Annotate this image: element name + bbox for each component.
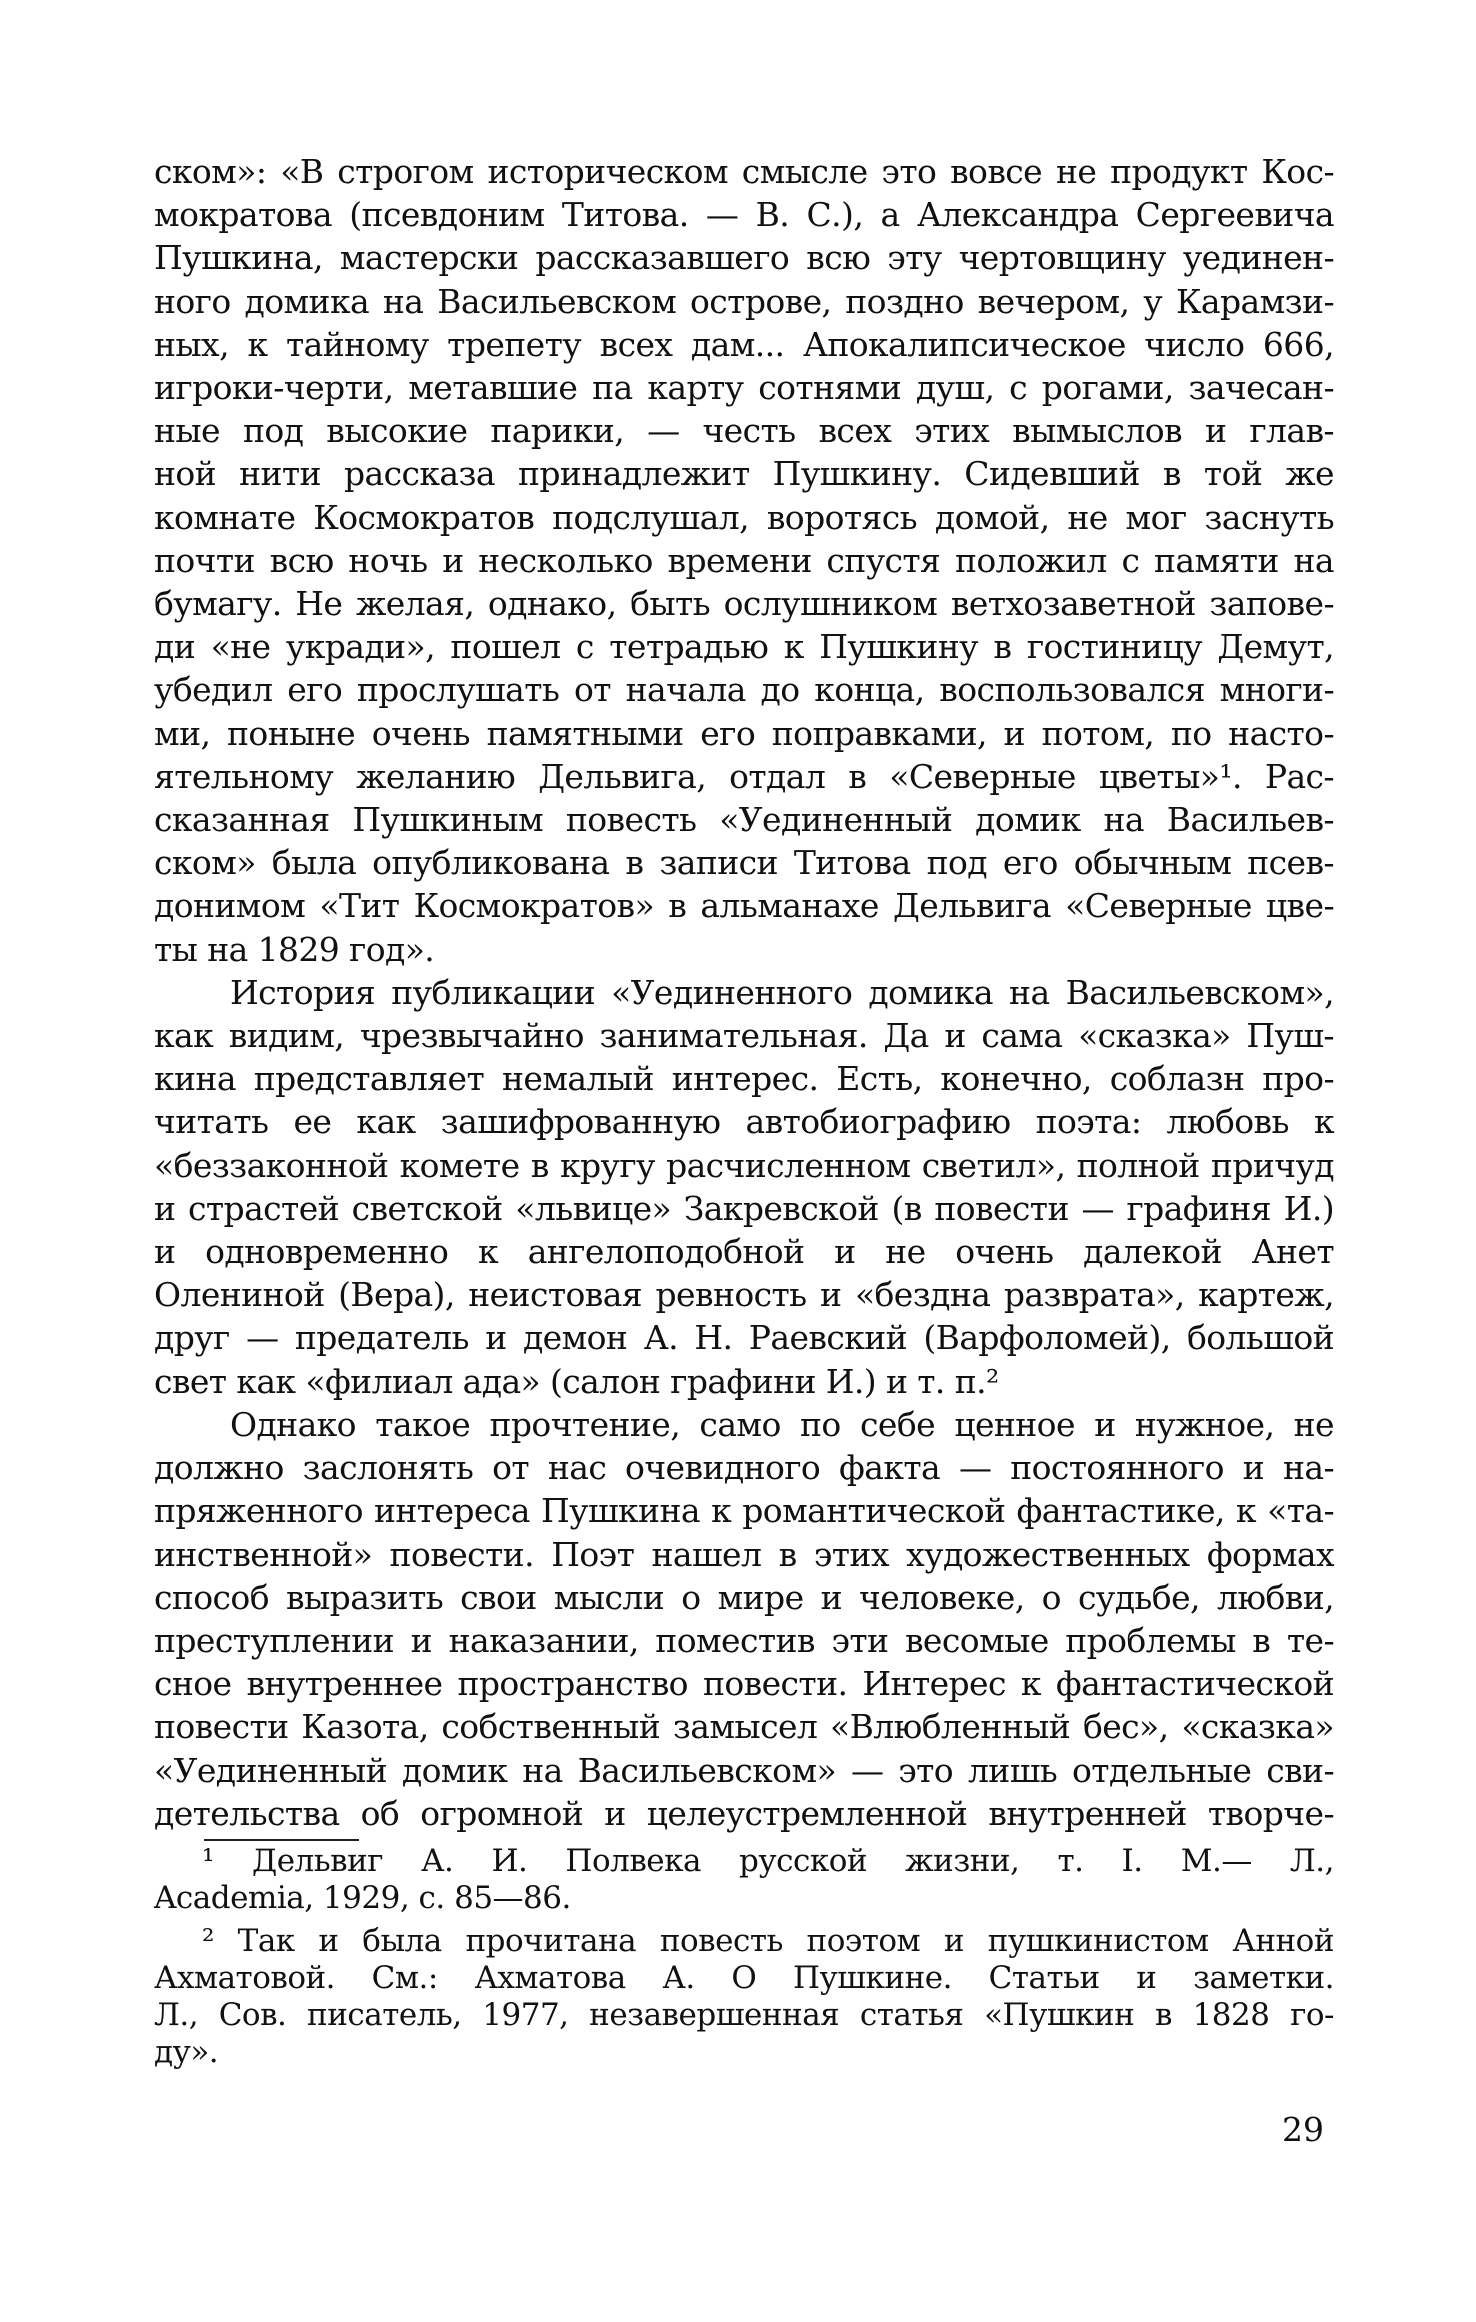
paragraph-3: [154, 1403, 1334, 1835]
footnote-divider: [204, 1839, 359, 1841]
page-content: [154, 150, 1334, 2071]
text-line: ми, поныне очень памятными его поправками, и потом, по насто-: [154, 713, 1334, 753]
footnote-1: [154, 1843, 1334, 1917]
text-line: ты на 1829 год».: [154, 929, 435, 969]
text-line: игроки-черти, метавшие па карту сотнями душ, с рогами, зачесан-: [154, 368, 1334, 408]
text-line: повести Казота, собственный замысел «Влюбленный бес», «сказка»: [154, 1707, 1334, 1747]
text-line: Пушкина, мастерски рассказавшего всю эту чертовщину уединен-: [154, 238, 1334, 278]
text-line: и одновременно к ангелоподобной и не очень далекой Анет: [154, 1232, 1334, 1272]
text-line: «беззаконной комете в кругу расчисленном светил», полной причуд: [154, 1145, 1334, 1185]
text-line: свет как «филиал ада» (салон графини И.) и т. п.²: [154, 1361, 999, 1401]
text-line: ных, к тайному трепету всех дам... Апокалипсическое число 666,: [154, 324, 1334, 364]
text-line: способ выразить свои мысли о мире и человеке, о судьбе, любви,: [154, 1577, 1334, 1617]
text-line: почти всю ночь и несколько времени спустя положил с памяти на: [154, 540, 1334, 580]
text-line: сказанная Пушкиным повесть «Уединенный домик на Васильев-: [154, 800, 1334, 840]
text-line: комнате Космократов подслушал, воротясь домой, не мог заснуть: [154, 497, 1334, 537]
text-line: убедил его прослушать от начала до конца, воспользовался многи-: [154, 670, 1334, 710]
text-line: ные под высокие парики, — честь всех этих вымыслов и глав-: [154, 411, 1334, 451]
footnotes: [154, 1843, 1334, 2071]
text-line: должно заслонять от нас очевидного факта — постоянного и на-: [154, 1448, 1334, 1488]
text-line: донимом «Тит Космократов» в альманахе Дельвига «Северные цве-: [154, 886, 1334, 926]
footnote-line: ду».: [154, 2033, 219, 2070]
footnote-line: Academia, 1929, с. 85—86.: [154, 1879, 571, 1916]
text-line: Олениной (Вера), неистовая ревность и «бездна разврата», картеж,: [154, 1275, 1334, 1315]
text-line: преступлении и наказании, поместив эти весомые проблемы в те-: [154, 1620, 1334, 1660]
text-line: ного домика на Васильевском острове, поздно вечером, у Карамзи-: [154, 281, 1334, 321]
text-line: мократова (псевдоним Титова. — В. С.), а Александра Сергеевича: [154, 195, 1334, 235]
body-text: [154, 150, 1334, 1835]
text-line: ском» была опубликована в записи Титова под его обычным псев-: [154, 843, 1334, 883]
text-line: и страстей светской «львице» Закревской (в повести — графиня И.): [154, 1188, 1334, 1228]
text-line: как видим, чрезвычайно занимательная. Да и сама «сказка» Пуш-: [154, 1016, 1334, 1056]
footnote-line: Ахматовой. См.: Ахматова А. О Пушкине. Статьи и заметки.: [154, 1959, 1334, 1996]
footnote-line: ² Так и была прочитана повесть поэтом и пушкинистом Анной: [202, 1922, 1334, 1959]
text-line: сное внутреннее пространство повести. Интерес к фантастической: [154, 1664, 1334, 1704]
page-number: 29: [1282, 2110, 1324, 2149]
text-line: кина представляет немалый интерес. Есть, конечно, соблазн про-: [154, 1059, 1334, 1099]
footnote-2: [154, 1923, 1334, 2071]
text-line: ском»: «В строгом историческом смысле это вовсе не продукт Кос-: [154, 152, 1334, 191]
text-line: инственной» повести. Поэт нашел в этих художественных формах: [154, 1534, 1334, 1574]
paragraph-1: [154, 150, 1334, 971]
text-line: друг — предатель и демон А. Н. Раевский (Варфоломей), большой: [154, 1318, 1334, 1358]
paragraph-2: [154, 971, 1334, 1403]
text-line: «Уединенный домик на Васильевском» — это лишь отдельные сви-: [154, 1750, 1334, 1790]
text-line: ной нити рассказа принадлежит Пушкину. Сидевший в той же: [154, 454, 1334, 494]
text-line: пряженного интереса Пушкина к романтической фантастике, к «та-: [154, 1491, 1334, 1531]
text-line: ятельному желанию Дельвига, отдал в «Северные цветы»¹. Рас-: [154, 756, 1334, 796]
text-line: История публикации «Уединенного домика на Васильевском»,: [230, 972, 1334, 1012]
text-line: ди «не укради», пошел с тетрадью к Пушкину в гостиницу Демут,: [154, 627, 1334, 667]
text-line: читать ее как зашифрованную автобиографию поэта: любовь к: [154, 1102, 1334, 1142]
footnote-line: ¹ Дельвиг А. И. Полвека русской жизни, т. I. М.— Л.,: [202, 1842, 1334, 1879]
text-line: детельства об огромной и целеустремленной внутренней творче-: [154, 1793, 1334, 1833]
text-line: Однако такое прочтение, само по себе ценное и нужное, не: [230, 1404, 1334, 1444]
text-line: бумагу. Не желая, однако, быть ослушником ветхозаветной запове-: [154, 584, 1334, 624]
footnote-line: Л., Сов. писатель, 1977, незавершенная статья «Пушкин в 1828 го-: [154, 1996, 1334, 2033]
